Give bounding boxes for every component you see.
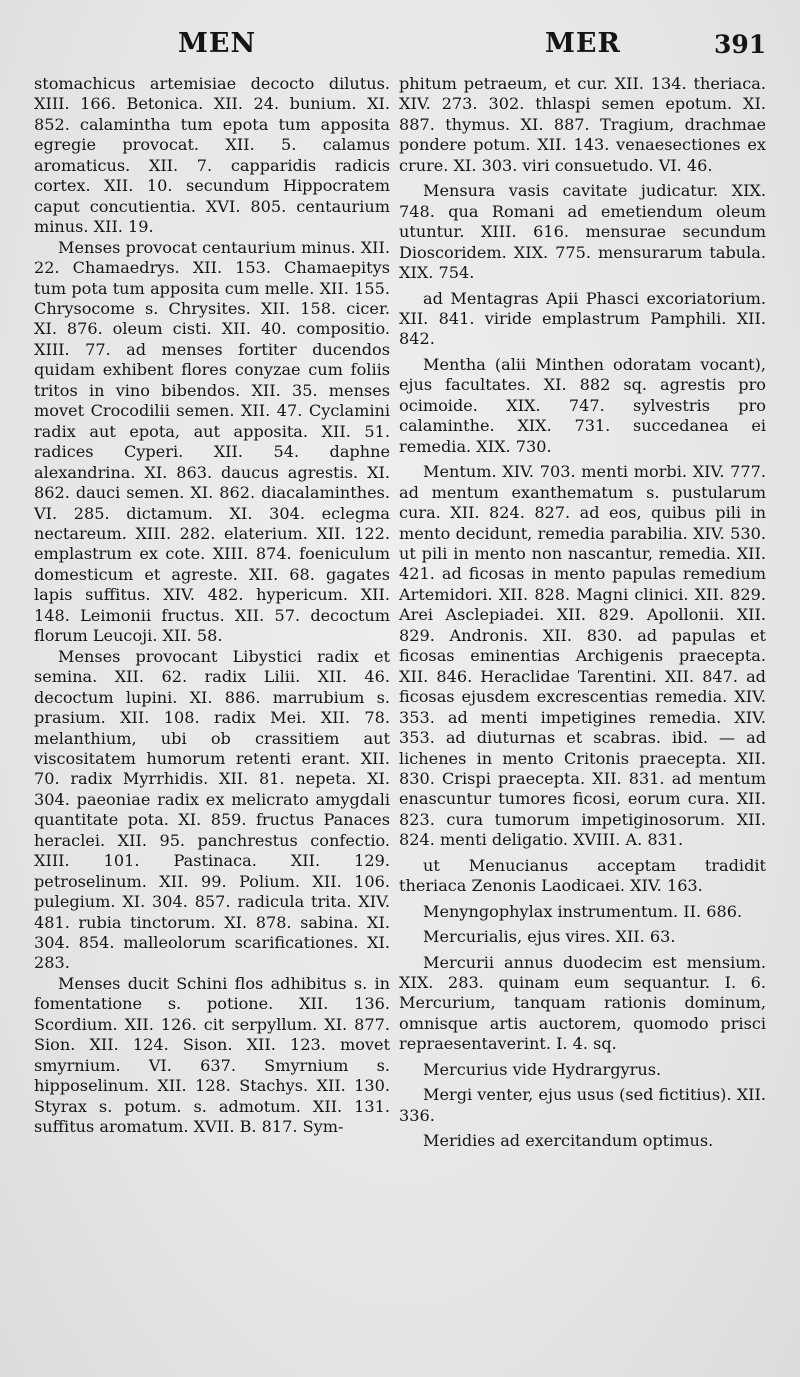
index-entry: ut Menucianus acceptam tradidit theriaca Zenonis Laodicaei. XIV. 163. xyxy=(399,855,766,896)
index-entry: ad Mentagras Apii Phasci excoriatorium. XII. 841. viride emplastrum Pamphili. XII. 842. xyxy=(399,288,766,349)
index-entry: Mergi venter, ejus usus (sed fictitius). XII. 336. xyxy=(399,1085,766,1125)
running-header xyxy=(0,22,800,66)
index-entry: Mercurius vide Hydrargyrus. xyxy=(423,1059,662,1079)
page-number: 391 xyxy=(714,30,767,59)
index-entry: Mercurii annus duodecim est mensium. XIX. 283. quinam eum sequantur. I. 6. Mercurium, tanquam rationis dominum, omnisque artis auctorem, quomodo prisci repraesentaverint. I. 4. sq. xyxy=(399,952,766,1054)
index-entry: Mercurialis, ejus vires. XII. 63. xyxy=(423,927,676,947)
index-entry: Menyngophylax instrumentum. II. 686. xyxy=(423,901,743,921)
index-entry: Menses provocant Libystici radix et semina. XII. 62. radix Lilii. XII. 46. decoctum lupini. XI. 886. marrubium s. prasium. XII. 108. radix Mei. XII. 78. melanthium, ubi ob crassitiem aut viscositatem humorum retenti erant. XII. 70. radix Myrrhidis. XII. 81. nepeta. XI. 304. paeoniae radix ex melicrato amygdali quantitate pota. XI. 859. fructus Panaces heraclei. XII. 95. panchrestus confectio. XIII. 101. Pastinaca. XII. 129. petroselinum. XII. 99. Polium. XII. 106. pulegium. XI. 304. 857. radicula trita. XIV. 481. rubia tinctorum. XI. 878. sabina. XI. 304. 854. malleolorum scarificationes. XI. 283. xyxy=(34,646,390,973)
index-entry: Mentum. XIV. 703. menti morbi. XIV. 777. ad mentum exanthematum s. pustularum cura. XII. 824. 827. ad eos, quibus pili in mento decidunt, remedia parabilia. XIV. 530. ut pili in mento non nascantur, remedia. XII. 421. ad ficosas in mento papulas remedium Artemidori. XII. 828. Magni clinici. XII. 829. Arei Asclepiadei. XII. 829. Apollonii. XII. 829. Andronis. XII. 830. ad papulas et ficosas eminentias Archigenis praecepta. XII. 846. Heraclidae Tarentini. XII. 847. ad ficosas ejusdem excrescentias remedia. XIV. 353. ad menti impetigines remedia. XIV. 353. ad diuturnas et scabras. ibid. — ad lichenes in mento Critonis praecepta. XII. 830. Crispi praecepta. XII. 831. ad mentum enascuntur tumores ficosi, eorum cura. XII. 823. cura tumorum impetiginosorum. XII. 824. menti deligatio. XVIII. A. 831. xyxy=(399,462,766,850)
index-entry: Mensura vasis cavitate judicatur. XIX. 748. qua Romani ad emetiendum oleum utuntur. XIII. 616. mensurae secundum Dioscoridem. XIX. 775. mensurarum tabula. XIX. 754. xyxy=(399,181,766,283)
header-left-keyword: MEN xyxy=(178,28,257,59)
index-entry: phitum petraeum, et cur. XII. 134. theriaca. XIV. 273. 302. thlaspi semen epotum. XI. 887. thymus. XI. 887. Tragium, drachmae pondere potum. XII. 143. venaesectiones ex crure. XI. 303. viri consuetudo. VI. 46. xyxy=(399,74,766,175)
left-column xyxy=(34,74,390,1138)
index-entry: Meridies ad exercitandum optimus. xyxy=(423,1131,714,1151)
index-entry: Menses provocat centaurium minus. XII. 22. Chamaedrys. XII. 153. Chamaepitys tum pota tum apposita cum melle. XII. 155. Chrysocome s. Chrysites. XII. 158. cicer. XI. 876. oleum cisti. XII. 40. compositio. XIII. 77. ad menses fortiter ducendos quidam exhibent flores conyzae cum foliis tritos in vino bibendos. XII. 35. menses movet Crocodilii semen. XII. 47. Cyclamini radix aut epota, aut apposita. XII. 51. radices Cyperi. XII. 54. daphne alexandrina. XI. 863. daucus agrestis. XI. 862. dauci semen. XI. 862. diacalaminthes. VI. 285. dictamum. XI. 304. eclegma nectareum. XIII. 282. elaterium. XII. 122. emplastrum ex cote. XIII. 874. foeniculum domesticum et agreste. XII. 68. gagates lapis suffitus. XIV. 482. hypericum. XII. 148. Leimonii fructus. XII. 57. decoctum florum Leucoji. XII. 58. xyxy=(34,237,391,646)
index-entry: Mentha (alii Minthen odoratam vocant), ejus facultates. XI. 882 sq. agrestis pro ocimoide. XIX. 747. sylvestris pro calaminthe. XIX. 731. succedanea ei remedia. XIX. 730. xyxy=(399,354,766,456)
right-column xyxy=(399,74,766,1152)
index-entry: stomachicus artemisiae decocto dilutus. XIII. 166. Betonica. XII. 24. bunium. XI. 852. calamintha tum epota tum apposita egregie provocat. XII. 5. calamus aromaticus. XII. 7. capparidis radicis cortex. XII. 10. secundum Hippocratem caput concutientia. XVI. 805. centaurium minus. XII. 19. xyxy=(34,74,390,237)
index-entry: Menses ducit Schini flos adhibitus s. in fomentatione s. potione. XII. 136. Scordium. XII. 126. cit serpyllum. XI. 877. Sion. XII. 124. Sison. XII. 123. movet smyrnium. VI. 637. Smyrnium s. hipposelinum. XII. 128. Stachys. XII. 130. Styrax s. potum. s. admotum. XII. 131. suffitus aromatum. XVII. B. 817. Sym- xyxy=(34,973,390,1137)
header-right-keyword: MER xyxy=(545,28,621,59)
